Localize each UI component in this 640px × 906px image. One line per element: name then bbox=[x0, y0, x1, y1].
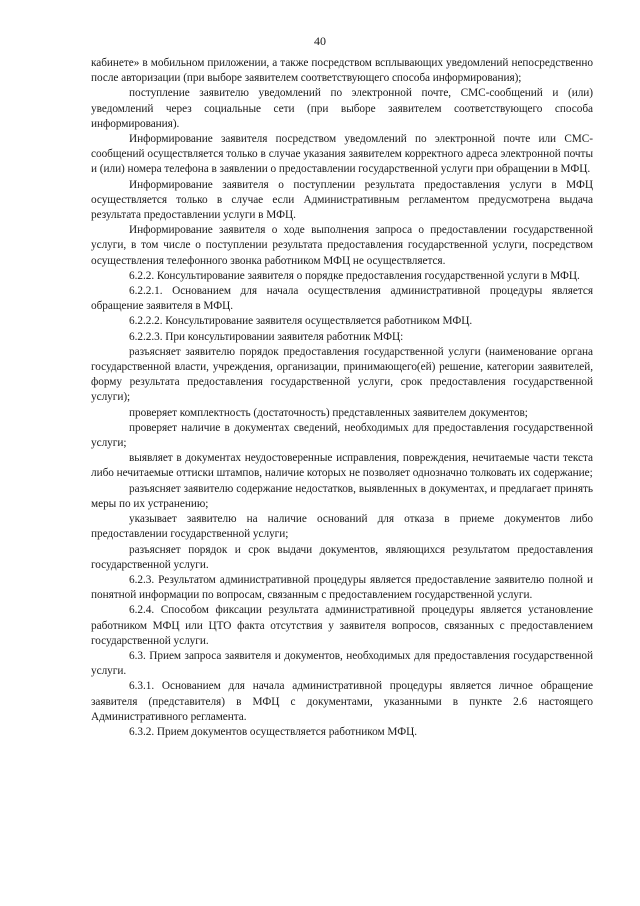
paragraph-2: поступление заявителю уведомлений по электронной почте, СМС-сообщений и (или) уведомлений через социальные сети (при выборе заявителем соответствующего способа информирования). bbox=[91, 87, 593, 130]
section-6-3-1: 6.3.1. Основанием для начала административной процедуры является личное обращение заявителя (представителя) в МФЦ с документами, указанными в пункте 2.6 настоящего Административного регламента. bbox=[91, 680, 593, 723]
duty-explains-procedure: разъясняет заявителю порядок предоставления государственной услуги (наименование органа государственной власти, учреждения, организации, принимающего(ей) решение, категории заявителей, форму результата предоставления государственной услуги, срок предоставления государственной услуги); bbox=[91, 345, 593, 404]
section-6-2-2-1: 6.2.2.1. Основанием для начала осуществления административной процедуры является обращение заявителя в МФЦ. bbox=[91, 285, 593, 313]
page-number: 40 bbox=[314, 34, 326, 48]
duty-indicates-refusal-grounds: указывает заявителю на наличие оснований для отказа в приеме документов либо предоставлении государственной услуги; bbox=[91, 513, 593, 541]
section-6-2-4: 6.2.4. Способом фиксации результата административной процедуры является установление работником МФЦ или ЦТО факта отсутствия у заявителя вопросов, связанных с предоставлением государственной услуги. bbox=[91, 604, 593, 647]
duty-checks-completeness: проверяет комплектность (достаточность) представленных заявителем документов; bbox=[129, 406, 528, 419]
paragraph-3: Информирование заявителя посредством уведомлений по электронной почте или СМС-сообщений осуществляется только в случае указания заявителем корректного адреса электронной почты и (или) номера телефона в заявлении о предоставлении государственной услуги при обращении в МФЦ. bbox=[91, 133, 593, 176]
duty-explains-issuance: разъясняет порядок и срок выдачи документов, являющихся результатом предоставления государственной услуги. bbox=[91, 543, 593, 571]
duty-detects-corrections: выявляет в документах неудостоверенные исправления, повреждения, нечитаемые части текста либо нечитаемые оттиски штампов, наличие которых не позволяет однозначно толковать их содержание; bbox=[91, 452, 593, 480]
section-6-2-2-heading: 6.2.2. Консультирование заявителя о порядке предоставления государственной услуги в МФЦ. bbox=[129, 269, 580, 282]
section-6-2-3: 6.2.3. Результатом административной процедуры является предоставление заявителю полной и понятной информации по вопросам, связанным с предоставлением государственной услуги. bbox=[91, 573, 593, 602]
section-6-2-2-3: 6.2.2.3. При консультировании заявителя работник МФЦ: bbox=[129, 330, 404, 343]
page-body bbox=[91, 56, 593, 740]
duty-explains-deficiencies: разъясняет заявителю содержание недостатков, выявленных в документах, и предлагает принять меры по их устранению; bbox=[91, 482, 593, 510]
section-6-3-2: 6.3.2. Прием документов осуществляется работником МФЦ. bbox=[129, 725, 418, 738]
section-6-3-heading: 6.3. Прием запроса заявителя и документов, необходимых для предоставления государственной услуги. bbox=[91, 649, 593, 678]
paragraph-1: кабинете» в мобильном приложении, а также посредством всплывающих уведомлений непосредственно после авторизации (при выборе заявителем соответствующего способа информирования); bbox=[91, 57, 593, 85]
section-6-2-2-2: 6.2.2.2. Консультирование заявителя осуществляется работником МФЦ. bbox=[129, 315, 473, 328]
paragraph-4: Информирование заявителя о поступлении результата предоставления услуги в МФЦ осуществляется только в случае если Административным регламентом предусмотрена выдача результата предоставлении услуги в МФЦ. bbox=[91, 178, 593, 222]
duty-checks-information: проверяет наличие в документах сведений, необходимых для предоставления государственной услуги; bbox=[91, 421, 593, 450]
paragraph-5: Информирование заявителя о ходе выполнения запроса о предоставлении государственной услуги, в том числе о поступлении результата предоставления государственной услуги, посредством осуществления телефонного звонка работником МФЦ не осуществляется. bbox=[91, 224, 593, 267]
